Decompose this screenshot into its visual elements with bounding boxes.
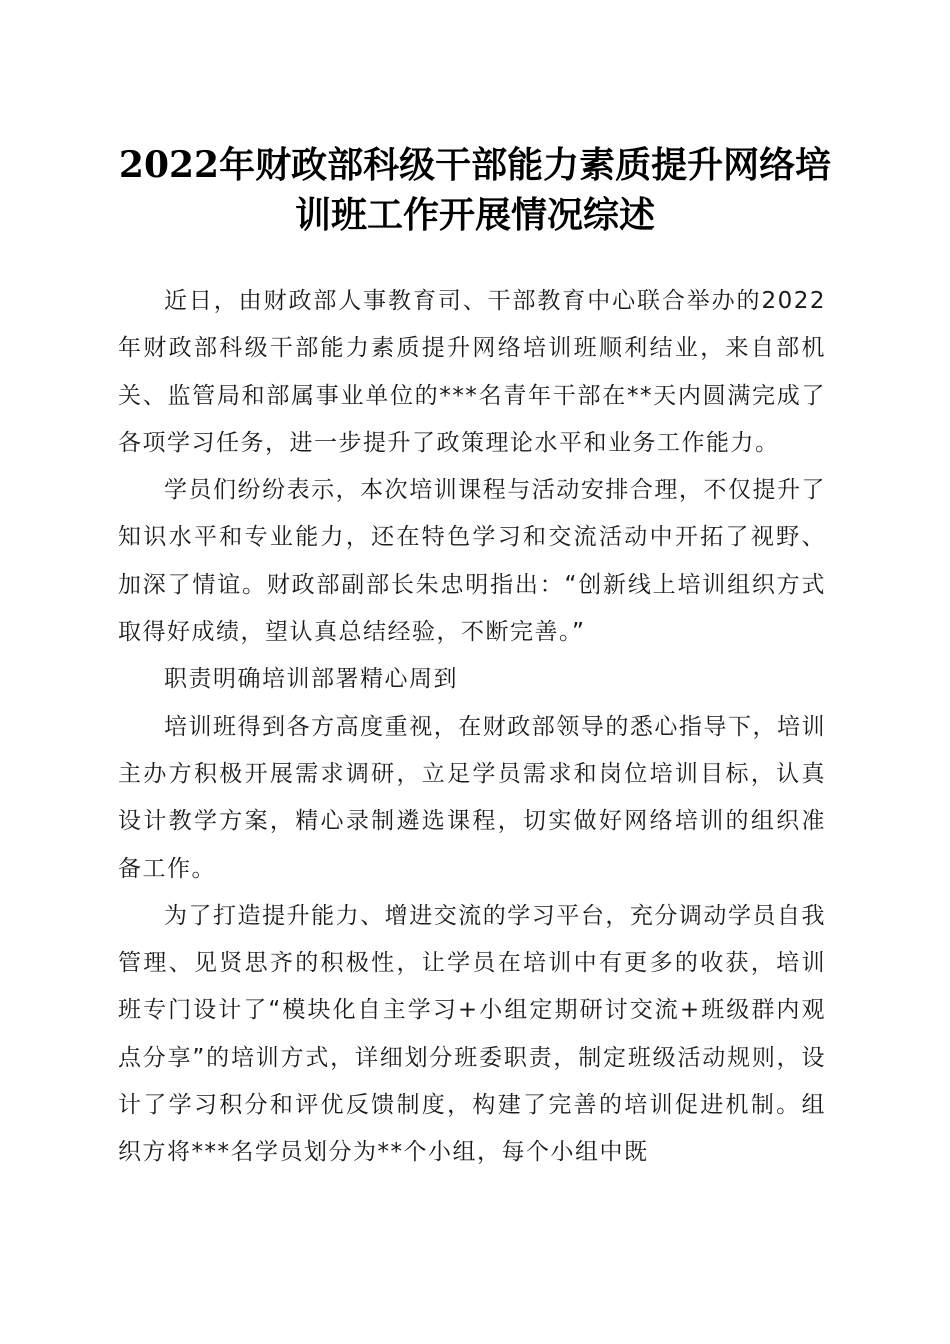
paragraph-intro: 近日，由财政部人事教育司、干部教育中心联合举办的2022年财政部科级干部能力素质提升网络培训班顺利结业，来自部机关、监管局和部属事业单位的***名青年干部在**天内圆满完成了各项学习任务，进一步提升了政策理论水平和业务工作能力。 [118, 288, 826, 456]
title-line-2: 训班工作开展情况综述 [294, 194, 655, 236]
paragraph-feedback: 学员们纷纷表示，本次培训课程与活动安排合理，不仅提升了知识水平和专业能力，还在特色学习和交流活动中开拓了视野、加深了情谊。财政部副部长朱忠明指出：“创新线上培训组织方式取得好成绩，望认真总结经验，不断完善。” [118, 477, 826, 646]
section-heading: 职责明确培训部署精心周到 [164, 666, 458, 693]
title-line-1: 2022年财政部科级干部能力素质提升网络培 [118, 144, 832, 186]
document-title [110, 140, 840, 240]
document-body [118, 278, 826, 1177]
paragraph-platform: 为了打造提升能力、增进交流的学习平台，充分调动学员自我管理、见贤思齐的积极性，让学员在培训中有更多的收获，培训班专门设计了“模块化自主学习+小组定期研讨交流+班级群内观点分享”的培训方式，详细划分班委职责，制定班级活动规则，设计了学习积分和评优反馈制度，构建了完善的培训促进机制。组织方将***名学员划分为**个小组，每个小组中既 [118, 902, 826, 1166]
paragraph-preparation: 培训班得到各方高度重视，在财政部领导的悉心指导下，培训主办方积极开展需求调研，立足学员需求和岗位培训目标，认真设计教学方案，精心录制遴选课程，切实做好网络培训的组织准备工作。 [118, 713, 826, 882]
